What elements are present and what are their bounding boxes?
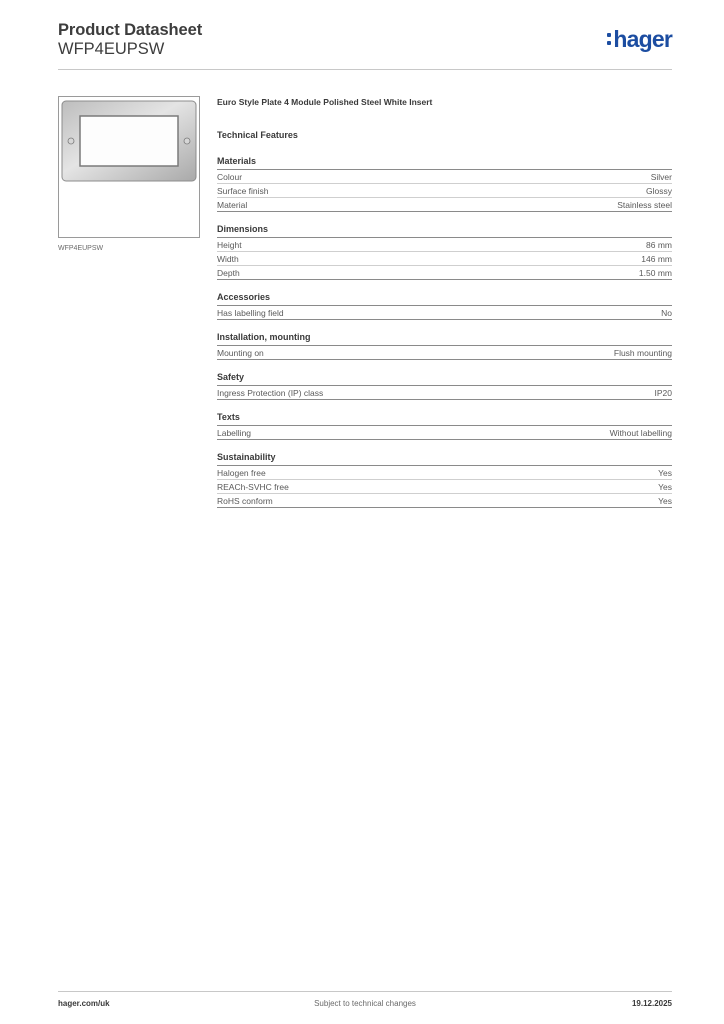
logo-dots-icon bbox=[607, 33, 611, 45]
spec-section bbox=[217, 372, 672, 400]
spec-label: Halogen free bbox=[217, 468, 266, 478]
spec-value: Glossy bbox=[646, 186, 672, 196]
spec-row bbox=[217, 198, 672, 212]
spec-section bbox=[217, 452, 672, 508]
spec-label: Depth bbox=[217, 268, 240, 278]
product-image-frame bbox=[58, 96, 200, 238]
spec-section bbox=[217, 412, 672, 440]
spec-section bbox=[217, 156, 672, 212]
spec-value: Yes bbox=[658, 468, 672, 478]
section-title: Sustainability bbox=[217, 452, 672, 466]
wall-plate-image bbox=[59, 97, 199, 237]
spec-value: IP20 bbox=[654, 388, 672, 398]
spec-value: Yes bbox=[658, 496, 672, 506]
spec-value: 1.50 mm bbox=[638, 268, 672, 278]
spec-value: Silver bbox=[650, 172, 672, 182]
spec-label: RoHS conform bbox=[217, 496, 273, 506]
document-title: Product Datasheet bbox=[58, 21, 203, 39]
spec-row bbox=[217, 252, 672, 266]
spec-section bbox=[217, 332, 672, 360]
section-title: Installation, mounting bbox=[217, 332, 672, 346]
spec-label: Material bbox=[217, 200, 248, 210]
spec-row bbox=[217, 170, 672, 184]
technical-features-heading: Technical Features bbox=[217, 130, 298, 140]
spec-label: Surface finish bbox=[217, 186, 269, 196]
spec-row bbox=[217, 184, 672, 198]
product-name: Euro Style Plate 4 Module Polished Steel White Insert bbox=[217, 97, 433, 107]
spec-row bbox=[217, 426, 672, 440]
page-header bbox=[58, 21, 672, 70]
spec-section bbox=[217, 224, 672, 280]
spec-row bbox=[217, 346, 672, 360]
spec-label: Width bbox=[217, 254, 239, 264]
spec-row bbox=[217, 386, 672, 400]
section-title: Safety bbox=[217, 372, 672, 386]
spec-label: Height bbox=[217, 240, 242, 250]
spec-value: Without labelling bbox=[609, 428, 672, 438]
spec-value: No bbox=[661, 308, 672, 318]
spec-value: Yes bbox=[658, 482, 672, 492]
spec-label: Has labelling field bbox=[217, 308, 284, 318]
spec-row bbox=[217, 494, 672, 508]
spec-label: REACh-SVHC free bbox=[217, 482, 289, 492]
spec-row bbox=[217, 238, 672, 252]
section-title: Accessories bbox=[217, 292, 672, 306]
spec-label: Ingress Protection (IP) class bbox=[217, 388, 324, 398]
footer-website: hager.com/uk bbox=[58, 999, 110, 1008]
spec-content bbox=[217, 96, 672, 508]
footer-date: 19.12.2025 bbox=[631, 999, 672, 1008]
section-title: Dimensions bbox=[217, 224, 672, 238]
spec-row bbox=[217, 480, 672, 494]
footer-notice: Subject to technical changes bbox=[314, 999, 416, 1008]
spec-label: Mounting on bbox=[217, 348, 264, 358]
spec-value: Flush mounting bbox=[613, 348, 672, 358]
product-code-title: WFP4EUPSW bbox=[58, 40, 165, 58]
spec-section bbox=[217, 292, 672, 320]
hager-logo bbox=[607, 27, 672, 51]
spec-row bbox=[217, 466, 672, 480]
image-caption: WFP4EUPSW bbox=[58, 245, 104, 252]
spec-label: Labelling bbox=[217, 428, 252, 438]
spec-sections bbox=[217, 156, 672, 508]
section-title: Materials bbox=[217, 156, 672, 170]
spec-value: 146 mm bbox=[641, 254, 672, 264]
spec-label: Colour bbox=[217, 172, 243, 182]
logo-wordmark: hager bbox=[613, 26, 672, 52]
section-title: Texts bbox=[217, 412, 672, 426]
spec-row bbox=[217, 306, 672, 320]
spec-value: 86 mm bbox=[646, 240, 672, 250]
spec-row bbox=[217, 266, 672, 280]
page-footer bbox=[58, 991, 672, 1012]
spec-value: Stainless steel bbox=[617, 200, 672, 210]
